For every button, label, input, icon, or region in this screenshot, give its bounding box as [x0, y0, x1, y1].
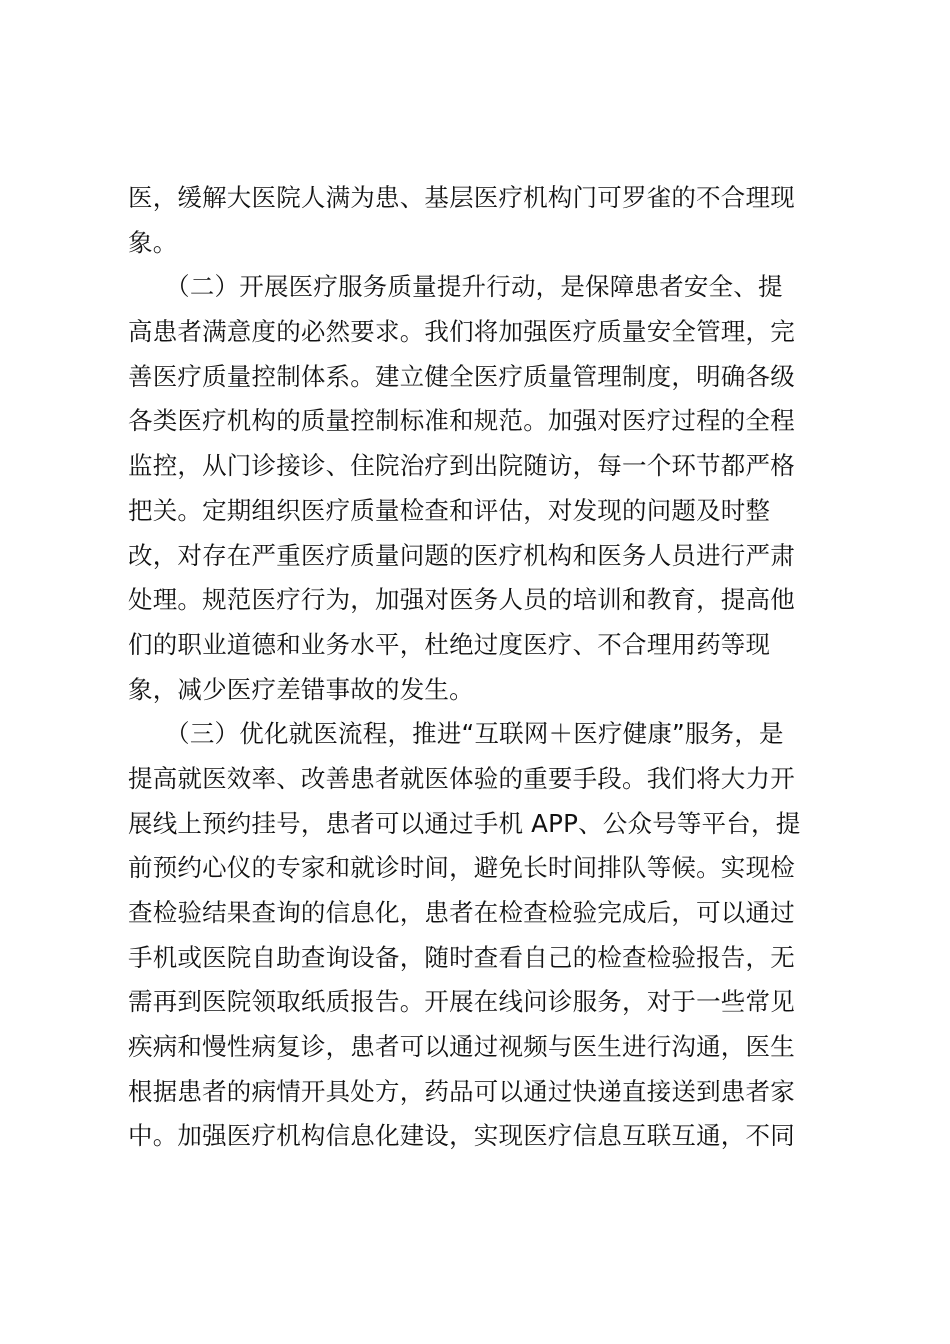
paragraph-3-start: （三）优化就医流程，推进“互联网＋医疗健康”服务，是: [128, 719, 784, 749]
text-line: 处理。规范医疗行为，加强对医务人员的培训和教育，提高他: [128, 585, 795, 615]
text-line: 根据患者的病情开具处方，药品可以通过快递直接送到患者家: [128, 1076, 795, 1106]
text-line: 前预约心仪的专家和就诊时间，避免长时间排队等候。实现检: [128, 853, 795, 883]
text-line: 改，对存在严重医疗质量问题的医疗机构和医务人员进行严肃: [128, 540, 795, 570]
text-line: 医，缓解大医院人满为患、基层医疗机构门可罗雀的不合理现: [128, 183, 795, 212]
document-body: [128, 176, 818, 1159]
text-line: 疾病和慢性病复诊，患者可以通过视频与医生进行沟通，医生: [128, 1032, 795, 1062]
text-line: 查检验结果查询的信息化，患者在检查检验完成后，可以通过: [128, 898, 795, 927]
text-line: 象，减少医疗差错事故的发生。: [128, 674, 474, 704]
text-line: 把关。定期组织医疗质量检查和评估，对发现的问题及时整: [128, 495, 771, 525]
text-line: 手机或医院自助查询设备，随时查看自己的检查检验报告，无: [128, 942, 795, 972]
text-line: 提高就医效率、改善患者就医体验的重要手段。我们将大力开: [128, 763, 795, 793]
text-line: 们的职业道德和业务水平，杜绝过度医疗、不合理用药等现: [128, 629, 771, 659]
text-line: 监控，从门诊接诊、住院治疗到出院随访，每一个环节都严格: [128, 451, 795, 481]
text-line: 象。: [128, 227, 178, 257]
text-line: 中。加强医疗机构信息化建设，实现医疗信息互联互通，不同: [128, 1121, 795, 1151]
text-line: 各类医疗机构的质量控制标准和规范。加强对医疗过程的全程: [128, 406, 795, 436]
text-line: 展线上预约挂号，患者可以通过手机 APP、公众号等平台，提: [128, 808, 801, 838]
paragraph-2-start: （二）开展医疗服务质量提升行动，是保障患者安全、提: [128, 272, 783, 302]
text-line: 善医疗质量控制体系。建立健全医疗质量管理制度，明确各级: [128, 361, 795, 391]
text-line: 高患者满意度的必然要求。我们将加强医疗质量安全管理，完: [128, 317, 795, 347]
text-line: 需再到医院领取纸质报告。开展在线问诊服务，对于一些常见: [128, 987, 795, 1017]
